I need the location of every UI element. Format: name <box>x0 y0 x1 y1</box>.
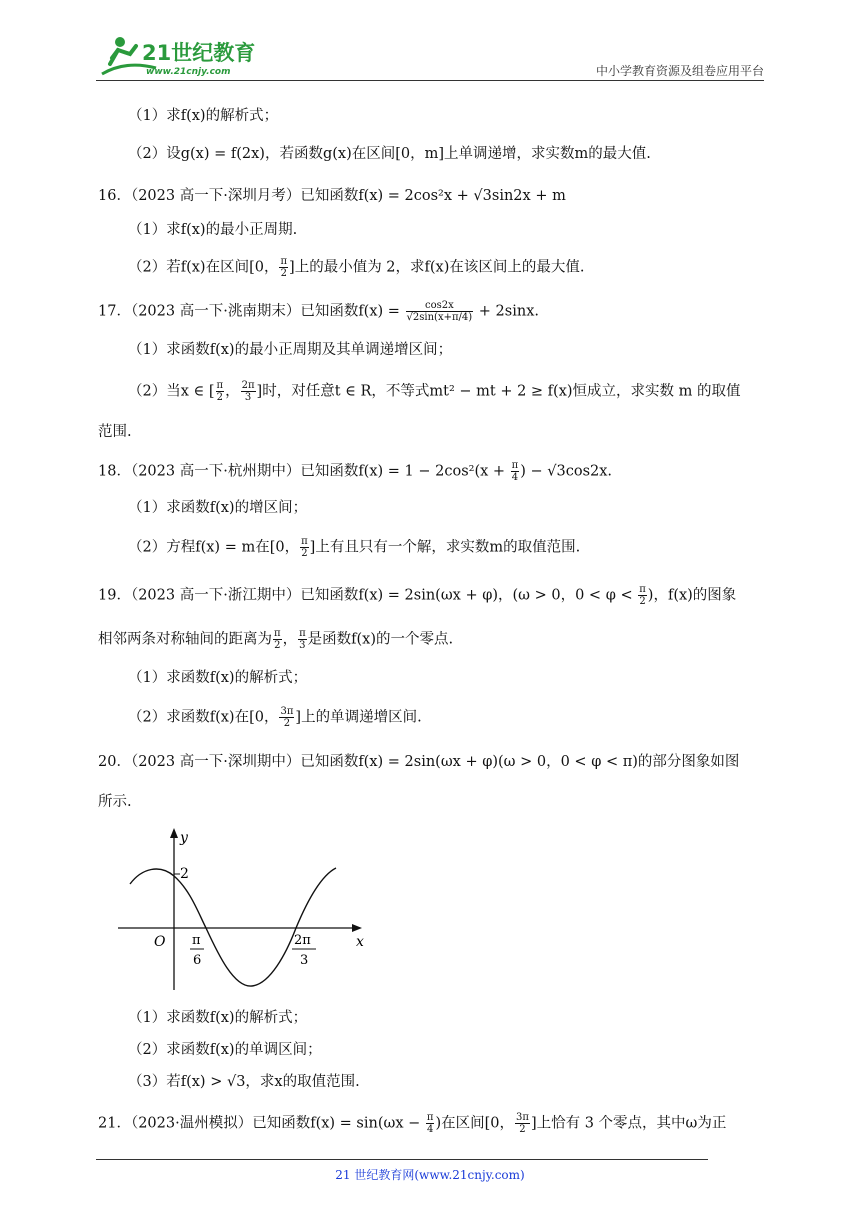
fraction: $\frac{3\pi}{2}$ <box>280 706 294 729</box>
q20-part2: （2）求函数f(x)的单调区间； <box>128 1042 322 1058</box>
x-tick2-num: 2π <box>294 933 311 948</box>
platform-label: 中小学教育资源及组卷应用平台 <box>595 64 764 78</box>
footer-link[interactable]: 21 世纪教育网(www.21cnjy.com) <box>335 1168 525 1182</box>
q20-part1: （1）求函数f(x)的解析式； <box>128 1010 308 1026</box>
x-tick1-num: π <box>192 933 201 948</box>
q19-part2: （2）求函数f(x)在[0， $\frac{3\pi}{2}$ ]上的单调递增区间. <box>128 706 422 729</box>
q20-stem-cont: 所示. <box>98 794 132 810</box>
fraction: $\frac{\pi}{4}$ <box>511 460 519 483</box>
fraction: $\frac{2\pi}{3}$ <box>241 380 255 403</box>
x-tick1-den: 6 <box>193 953 202 968</box>
q20-part3: （3）若f(x) > √3，求x的取值范围. <box>128 1074 360 1090</box>
sine-curve <box>130 868 336 986</box>
q16-part2: （2）若f(x)在区间[0， $\frac{\pi}{2}$ ]上的最小值为 2，求f(x)在该区间上的最大值. <box>128 256 585 279</box>
q19-stem: 19．（2023 高一下·浙江期中）已知函数f(x) = 2sin(ωx + φ)，(ω > 0，0 < φ < $\frac{\pi}{2}$ )，f(x)的图象 <box>98 584 737 607</box>
x-axis-label: x <box>356 934 364 950</box>
svg-text:www.21cnjy.com: www.21cnjy.com <box>146 67 231 77</box>
y-axis-label: y <box>180 830 188 846</box>
x-tick2-den: 3 <box>300 953 309 968</box>
q18-part1: （1）求函数f(x)的增区间； <box>128 500 308 516</box>
origin-label: O <box>154 934 166 950</box>
fraction: $\frac{\pi}{3}$ <box>299 628 306 651</box>
q18-stem: 18．（2023 高一下·杭州期中）已知函数f(x) = 1 − 2cos²(x + $\frac{\pi}{4}$ ) − √3cos2x. <box>98 460 613 483</box>
fraction: $\frac{\cos 2x}{√2\sin(x+\pi/4)}$ <box>406 300 473 323</box>
y-tick-label: 2 <box>180 866 189 882</box>
q15-part2: （2）设g(x) = f(2x)，若函数g(x)在区间[0，m]上单调递增，求实数m的最大值. <box>128 146 651 162</box>
q17-part2-cont: 范围. <box>98 424 132 440</box>
fraction: $\frac{\pi}{2}$ <box>301 536 308 559</box>
q20-stem: 20．（2023 高一下·深圳期中）已知函数f(x) = 2sin(ωx + φ)(ω > 0，0 < φ < π)的部分图象如图 <box>98 754 740 770</box>
q16-stem: 16．（2023 高一下·深圳月考）已知函数f(x) = 2cos²x + √3sin2x + m <box>98 188 566 204</box>
svg-text:21世纪教育: 21世纪教育 <box>142 41 256 65</box>
fraction: $\frac{\pi}{2}$ <box>639 584 646 607</box>
q17-part1: （1）求函数f(x)的最小正周期及其单调递增区间； <box>128 342 453 358</box>
footer-divider <box>96 1159 708 1160</box>
q21-stem: 21．（2023·温州模拟）已知函数f(x) = sin(ωx − $\frac{\pi}{4}$ )在区间[0， $\frac{3\pi}{2}$ ]上恰有 3 个零点，其中ω为正 <box>98 1112 727 1135</box>
q17-part2: （2）当x ∈ [ $\frac{\pi}{2}$ ， $\frac{2\pi}{3}$ ]时，对任意t ∈ R，不等式mt² − mt + 2 ≥ f(x)恒成立，求实数 m 的取值 <box>128 380 741 403</box>
fraction: $\frac{\pi}{4}$ <box>426 1112 434 1135</box>
q16-part1: （1）求f(x)的最小正周期. <box>128 222 298 238</box>
y-axis-arrow <box>170 828 178 838</box>
fraction: $\frac{\pi}{2}$ <box>280 256 288 279</box>
fraction: $\frac{\pi}{2}$ <box>216 380 224 403</box>
q19-part1: （1）求函数f(x)的解析式； <box>128 670 308 686</box>
fraction: $\frac{\pi}{2}$ <box>274 628 281 651</box>
logo-21cnjy <box>96 34 266 80</box>
q19-stem-cont: 相邻两条对称轴间的距离为 $\frac{\pi}{2}$ ， $\frac{\pi}{3}$ 是函数f(x)的一个零点. <box>98 628 454 651</box>
sine-graph-figure <box>110 826 380 994</box>
q15-part1: （1）求f(x)的解析式； <box>128 108 279 124</box>
q18-part2: （2）方程f(x) = m在[0， $\frac{\pi}{2}$ ]上有且只有一个解，求实数m的取值范围. <box>128 536 581 559</box>
fraction: $\frac{3\pi}{2}$ <box>516 1112 529 1135</box>
header-divider <box>96 80 764 81</box>
x-axis-arrow <box>352 924 362 932</box>
q17-stem: 17．（2023 高一下·洮南期末）已知函数f(x) = $\frac{\cos 2x}{√2\sin(x+\pi/4)}$ + 2sinx. <box>98 300 539 323</box>
